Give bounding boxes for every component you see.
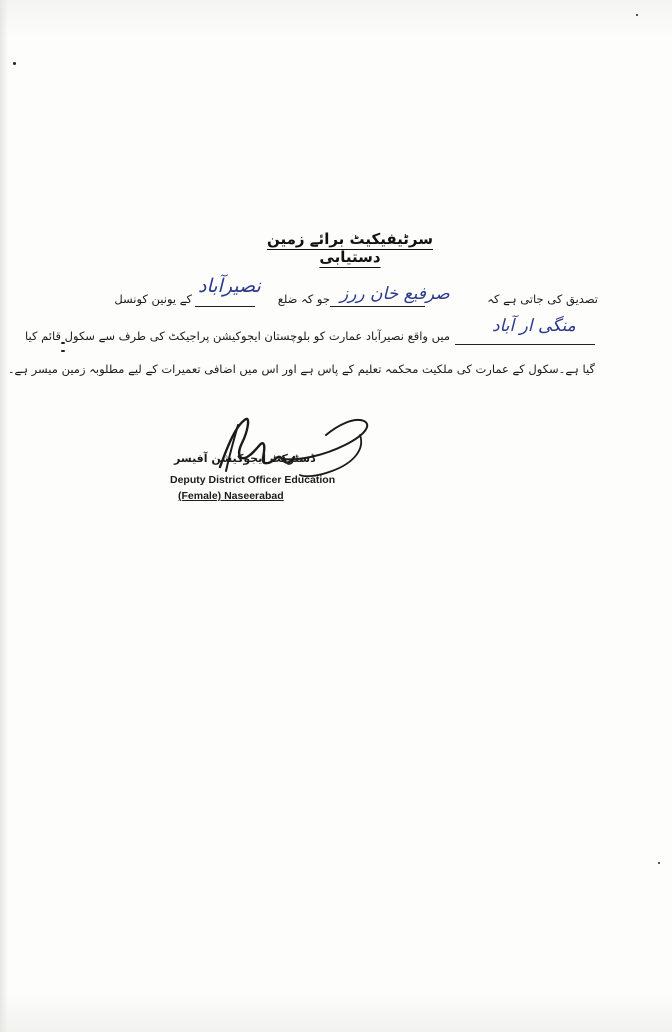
line1-suffix: تصدیق کی جاتی ہے کہ [487, 292, 598, 306]
document-title: سرٹیفیکیٹ برائے زمین دستیابی [267, 230, 433, 266]
line3-text: گیا ہے۔سکول کے عمارت کی ملکیت محکمہ تعلیم کے پاس ہے اور اس میں اضافی تعمیرات کے لیے مطلوبہ زمین میسر ہے۔ [7, 362, 595, 376]
paper-speck [658, 862, 660, 864]
district-blank [195, 306, 255, 307]
paper-speck [13, 62, 16, 65]
line1-mid: جو کہ ضلع [277, 292, 330, 306]
stamp-location: (Female) Naseerabad [178, 490, 284, 502]
union-council-blank [455, 344, 595, 345]
handwritten-name: صرفیع خان ررز [340, 284, 450, 304]
paper-speck [61, 350, 65, 352]
stamp-designation: Deputy District Officer Education [170, 474, 336, 486]
line2-text: میں واقع نصیرآباد عمارت کو بلوچستان ایجوکیشن پراجیکٹ کی طرف سے سکول قائم کیا [25, 329, 450, 343]
handwritten-district: نصیرآباد [198, 275, 261, 297]
name-blank [330, 306, 425, 307]
stamp-urdu-title: ڈسٹرکٹ ایجوکیشن آفیسر [174, 452, 315, 465]
page-edge-shadow [0, 0, 8, 1032]
paper-speck [636, 14, 638, 16]
handwritten-union-council: منگی ار آباد [492, 316, 576, 336]
line1-suffix-text: کے یونین کونسل [114, 292, 192, 306]
